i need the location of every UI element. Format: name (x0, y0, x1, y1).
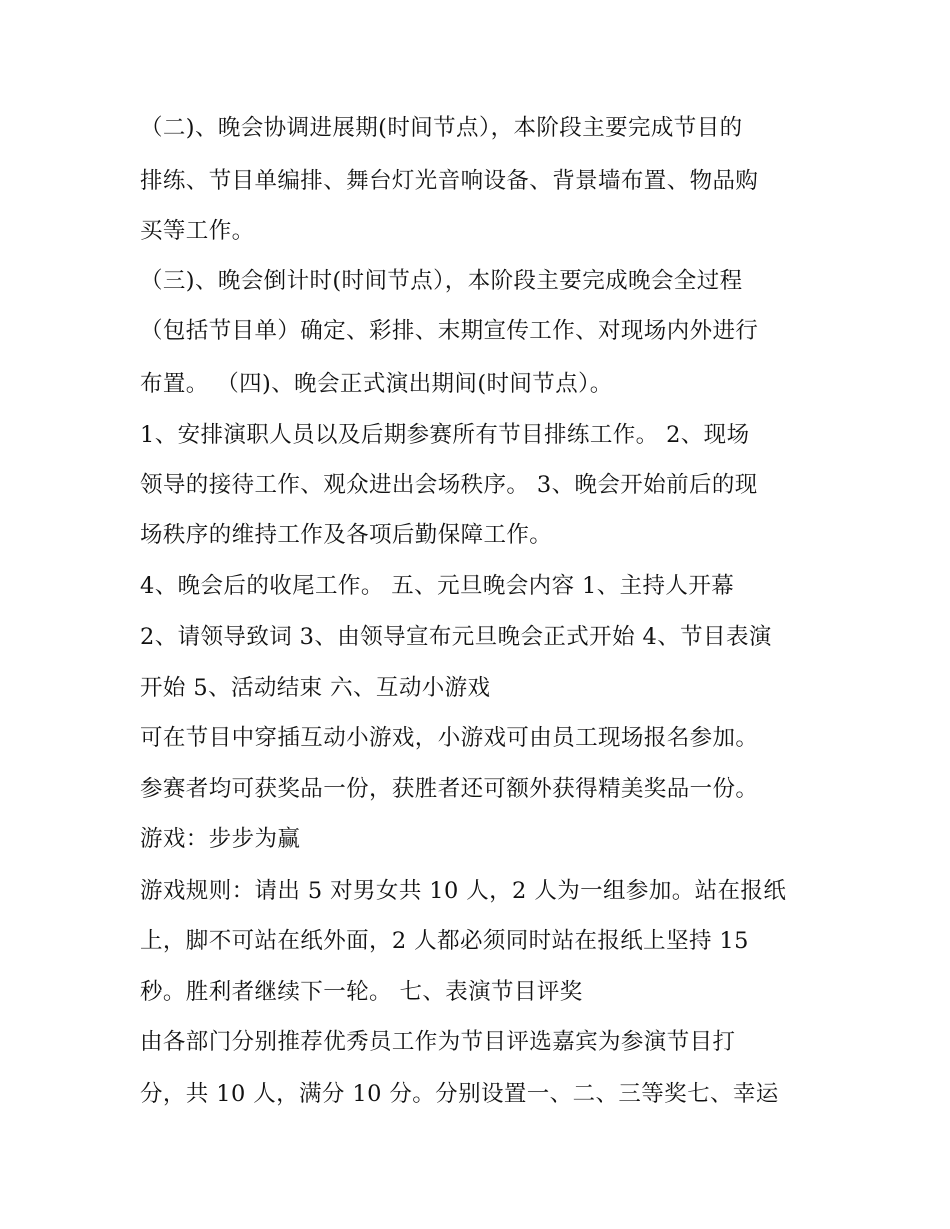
text-line: 2、请领导致词 3、由领导宣布元旦晚会正式开始 4、节目表演 (140, 624, 772, 650)
text-line: 分，共 10 人，满分 10 分。分别设置一、二、三等奖七、幸运 (140, 1081, 779, 1107)
text-line: 游戏：步步为赢 (140, 826, 301, 852)
text-line: 可在节目中穿插互动小游戏，小游戏可由员工现场报名参加。 (140, 725, 759, 751)
text-line: 场秩序的维持工作及各项后勤保障工作。 (140, 522, 553, 548)
text-line: 1、安排演职人员以及后期参赛所有节目排练工作。 2、现场 (140, 422, 750, 448)
text-line: 4、晚会后的收尾工作。 五、元旦晚会内容 1、主持人开幕 (140, 573, 735, 599)
text-line: 布置。 （四)、晚会正式演出期间(时间节点）。 (140, 371, 613, 397)
text-line: 领导的接待工作、观众进出会场秩序。 3、晚会开始前后的现 (140, 472, 758, 498)
text-line: 买等工作。 (140, 218, 255, 244)
text-line: 由各部门分别推荐优秀员工作为节目评选嘉宾为参演节目打 (140, 1029, 736, 1055)
text-line: 开始 5、活动结束 六、互动小游戏 (140, 675, 491, 701)
text-line: 游戏规则：请出 5 对男女共 10 人，2 人为一组参加。站在报纸 (140, 878, 787, 904)
text-line: （包括节目单）确定、彩排、末期宣传工作、对现场内外进行 (140, 318, 759, 344)
text-line: 参赛者均可获奖品一份，获胜者还可额外获得精美奖品一份。 (140, 776, 759, 802)
text-line: 秒。胜利者继续下一轮。 七、表演节目评奖 (140, 979, 583, 1005)
text-line: 上，脚不可站在纸外面，2 人都必须同时站在报纸上坚持 15 (140, 928, 749, 954)
text-line: 排练、节目单编排、舞台灯光音响设备、背景墙布置、物品购 (140, 168, 759, 194)
text-line: （三)、晚会倒计时(时间节点），本阶段主要完成晚会全过程 (140, 268, 743, 294)
text-line: （二)、晚会协调进展期(时间节点），本阶段主要完成节目的 (140, 115, 743, 141)
